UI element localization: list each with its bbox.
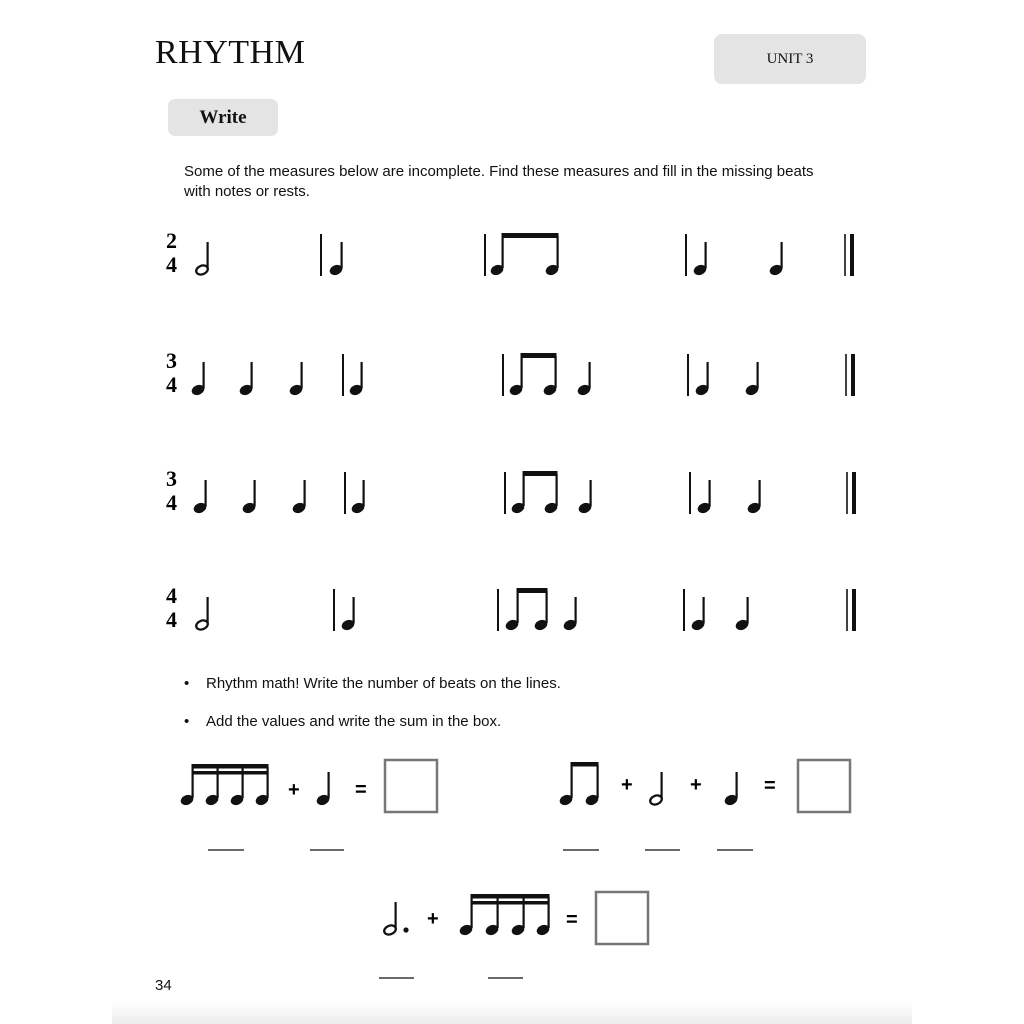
bullet-item: • Rhythm math! Write the number of beats on the lines. <box>184 674 561 712</box>
quarter-note <box>348 362 364 397</box>
quarter-note <box>238 362 254 397</box>
unit-label: UNIT 3 <box>766 50 814 67</box>
quarter-note <box>690 597 706 632</box>
page-title: RHYTHM <box>155 34 306 71</box>
time-signature-bottom: 4 <box>166 252 177 277</box>
time-signature-top: 4 <box>166 583 177 608</box>
eighth-note-pair <box>504 588 549 632</box>
time-signature-bottom: 4 <box>166 607 177 632</box>
dotted-half-note <box>383 902 409 936</box>
quarter-note <box>288 362 304 397</box>
half-note <box>195 597 209 631</box>
equation-1 <box>179 760 437 850</box>
quarter-note <box>315 772 331 807</box>
quarter-note <box>734 597 750 632</box>
time-signature-bottom: 4 <box>166 372 177 397</box>
quarter-note <box>328 242 344 277</box>
rhythm-row-3 <box>166 466 856 515</box>
rhythm-row-4 <box>166 583 856 632</box>
quarter-note <box>576 362 592 397</box>
time-signature-top: 3 <box>166 466 177 491</box>
time-signature-top: 2 <box>166 228 177 253</box>
sixteenth-note-group <box>458 894 551 937</box>
quarter-note <box>562 597 578 632</box>
quarter-note <box>746 480 762 515</box>
plus-sign: + <box>690 774 702 796</box>
quarter-note <box>694 362 710 397</box>
quarter-note <box>768 242 784 277</box>
final-barline <box>845 234 854 276</box>
page-number: 34 <box>155 977 172 994</box>
plus-sign: + <box>621 774 633 796</box>
quarter-note <box>723 772 739 807</box>
rhythm-row-2 <box>166 348 855 397</box>
plus-sign: + <box>288 779 300 801</box>
half-note <box>195 242 209 276</box>
answer-box[interactable] <box>385 760 437 812</box>
quarter-note <box>696 480 712 515</box>
eighth-note-pair <box>558 762 600 807</box>
time-signature-bottom: 4 <box>166 490 177 515</box>
eighth-note-pair <box>508 353 558 397</box>
quarter-note <box>190 362 206 397</box>
final-barline <box>847 589 856 631</box>
footer-shade <box>112 1000 912 1024</box>
final-barline <box>847 472 856 514</box>
quarter-note <box>744 362 760 397</box>
instructions-text: Some of the measures below are incomplete. Find these measures and fill in the missing beats with notes or rests. <box>184 163 814 200</box>
eighth-note-pair <box>510 471 559 515</box>
equation-2 <box>558 760 850 850</box>
answer-box[interactable] <box>798 760 850 812</box>
equals-sign: = <box>566 909 578 931</box>
bullet-item: • Add the values and write the sum in the box. <box>184 712 561 750</box>
sixteenth-note-group <box>179 764 270 807</box>
time-signature-top: 3 <box>166 348 177 373</box>
section-label: Write <box>199 106 247 128</box>
quarter-note <box>241 480 257 515</box>
quarter-note <box>340 597 356 632</box>
final-barline <box>846 354 855 396</box>
quarter-note <box>192 480 208 515</box>
half-note <box>649 772 663 806</box>
quarter-note <box>692 242 708 277</box>
eighth-note-pair <box>489 233 560 277</box>
quarter-note <box>291 480 307 515</box>
quarter-note <box>577 480 593 515</box>
equation-3 <box>379 892 648 978</box>
plus-sign: + <box>427 908 439 930</box>
equals-sign: = <box>764 775 776 797</box>
instruction-bullets <box>184 674 561 750</box>
equals-sign: = <box>355 779 367 801</box>
quarter-note <box>350 480 366 515</box>
rhythm-row-1 <box>166 228 854 277</box>
answer-box[interactable] <box>596 892 648 944</box>
